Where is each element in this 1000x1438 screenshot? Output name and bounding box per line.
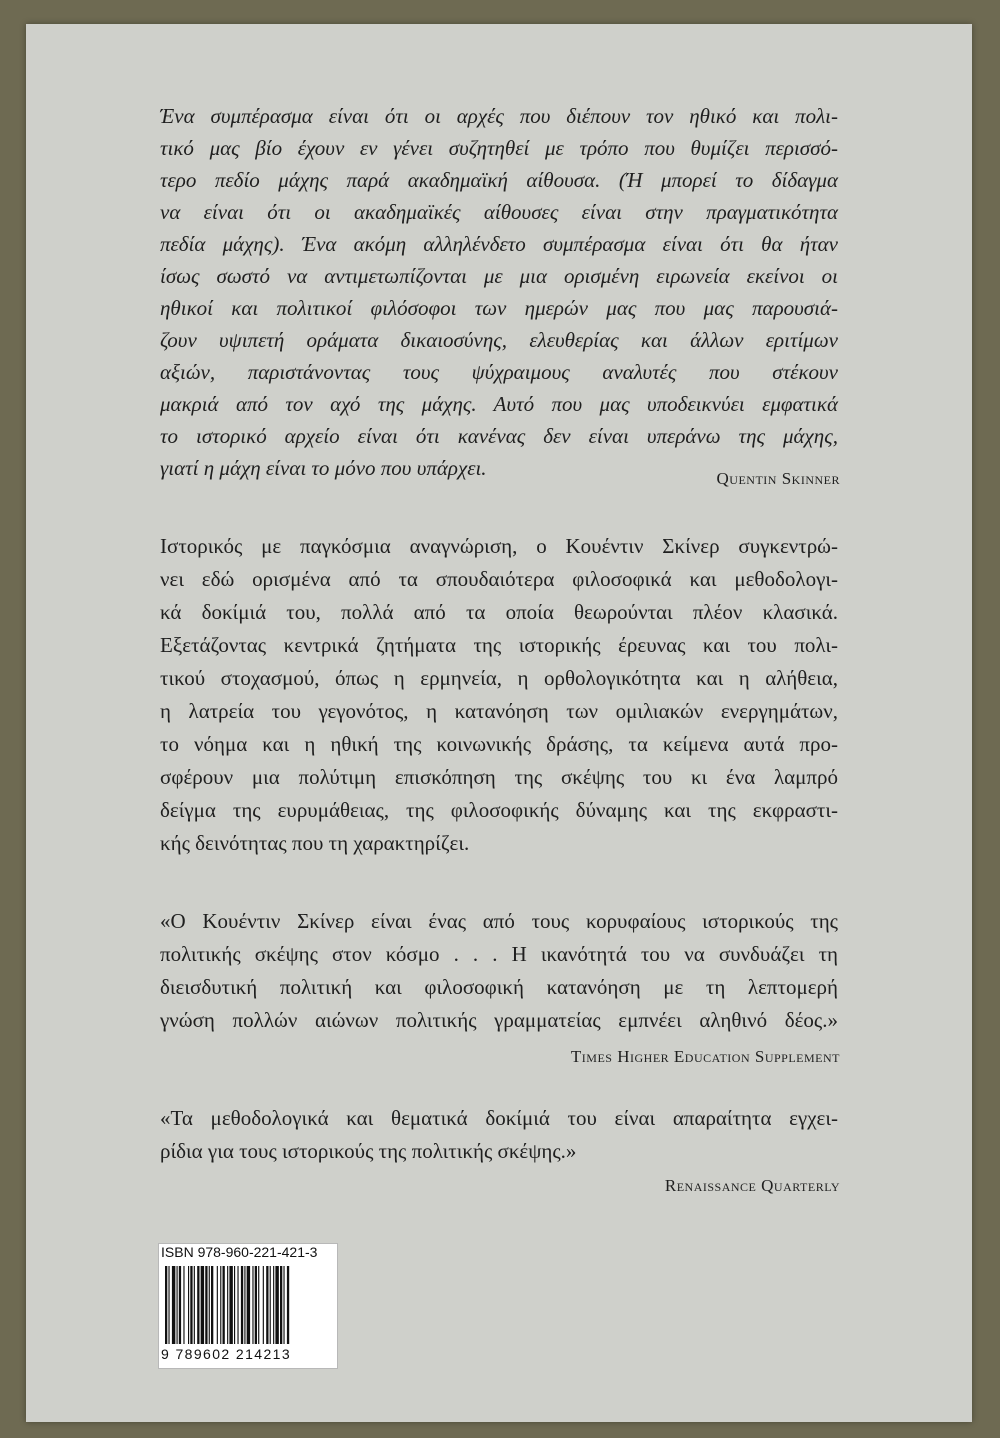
review2-line: «Τα μεθοδολογικά και θεματικά δοκίμιά του είναι απαραίτητα εγχει-: [160, 1106, 838, 1130]
description-line: Ιστορικός με παγκόσμια αναγνώριση, ο Κουέντιν Σκίνερ συγκεντρώ-: [160, 534, 838, 558]
description-line: κής δεινότητας που τη χαρακτηρίζει.: [160, 831, 470, 855]
description-line: το νόημα και η ηθική της κοινωνικής δράσης, τα κείμενα αυτά προ-: [160, 732, 838, 756]
description-line: δείγμα της ευρυμάθειας, της φιλοσοφικής δύναμης και της εκφραστι-: [160, 798, 838, 822]
quote-line: μακριά από τον αχό της μάχης. Αυτό που μας υποδεικνύει εμφατικά: [160, 392, 838, 416]
quote-line: αξιών, παριστάνοντας τους ψύχραιμους αναλυτές που στέκουν: [160, 360, 838, 384]
review2-source: Renaissance Quarterly: [664, 1176, 840, 1195]
quote-line: πεδία μάχης). Ένα ακόμη αλληλένδετο συμπέρασμα είναι ότι θα ήταν: [160, 232, 838, 256]
quote-line: τερο πεδίο μάχης παρά ακαδημαϊκή αίθουσα. (Ή μπορεί το δίδαγμα: [160, 168, 838, 192]
quote-line: γιατί η μάχη είναι το μόνο που υπάρχει.: [160, 456, 487, 480]
quote-line: ζουν υψιπετή οράματα δικαιοσύνης, ελευθερίας και άλλων εριτίμων: [160, 328, 838, 352]
description-line: κά δοκίμιά του, πολλά από τα οποία θεωρούνται πλέον κλασικά.: [160, 600, 838, 624]
quote-line: το ιστορικό αρχείο είναι ότι κανένας δεν είναι υπεράνω της μάχης,: [160, 424, 838, 448]
barcode-bars-icon: [163, 1266, 333, 1344]
barcode-digits: 9 789602 214213: [161, 1346, 291, 1362]
description-line: σφέρουν μια πολύτιμη επισκόπηση της σκέψης του κι ένα λαμπρό: [160, 765, 838, 789]
quote-line: ηθικοί και πολιτικοί φιλόσοφοι των ημερών μας που μας παρουσιά-: [160, 296, 838, 320]
quote-line: ίσως σωστό να αντιμετωπίζονται με μια ορισμένη ειρωνεία εκείνοι οι: [160, 264, 838, 288]
quote-line: Ένα συμπέρασμα είναι ότι οι αρχές που διέπουν τον ηθικό και πολι-: [160, 104, 838, 128]
isbn-barcode: [158, 1243, 338, 1369]
isbn-label: ISBN 978-960-221-421-3: [161, 1244, 318, 1260]
quote-line: να είναι ότι οι ακαδημαϊκές αίθουσες είναι στην πραγματικότητα: [160, 200, 838, 224]
review1-line: διεισδυτική πολιτική και φιλοσοφική κατανόηση με τη λεπτομερή: [160, 975, 838, 999]
review2-line: ρίδια για τους ιστορικούς της πολιτικής σκέψης.»: [160, 1139, 577, 1163]
description-line: νει εδώ ορισμένα από τα σπουδαιότερα φιλοσοφικά και μεθοδολογι-: [160, 567, 838, 591]
review1-line: πολιτικής σκέψης στον κόσμο . . . Η ικανότητά του να συνδυάζει τη: [160, 942, 838, 966]
review1-source: Times Higher Education Supplement: [570, 1047, 840, 1066]
quote-line: τικό μας βίο έχουν εν γένει συζητηθεί με τρόπο που θυμίζει περισσό-: [160, 136, 838, 160]
review1-line: γνώση πολλών αιώνων πολιτικής γραμματείας εμπνέει αληθινό δέος.»: [160, 1008, 838, 1032]
quote-author: Quentin Skinner: [716, 469, 840, 488]
description-line: Εξετάζοντας κεντρικά ζητήματα της ιστορικής έρευνας και του πολι-: [160, 633, 838, 657]
description-line: τικού στοχασμού, όπως η ερμηνεία, η ορθολογικότητα και η αλήθεια,: [160, 666, 838, 690]
description-line: η λατρεία του γεγονότος, η κατανόηση των ομιλιακών ενεργημάτων,: [160, 699, 838, 723]
review1-line: «Ο Κουέντιν Σκίνερ είναι ένας από τους κορυφαίους ιστορικούς της: [160, 909, 838, 933]
